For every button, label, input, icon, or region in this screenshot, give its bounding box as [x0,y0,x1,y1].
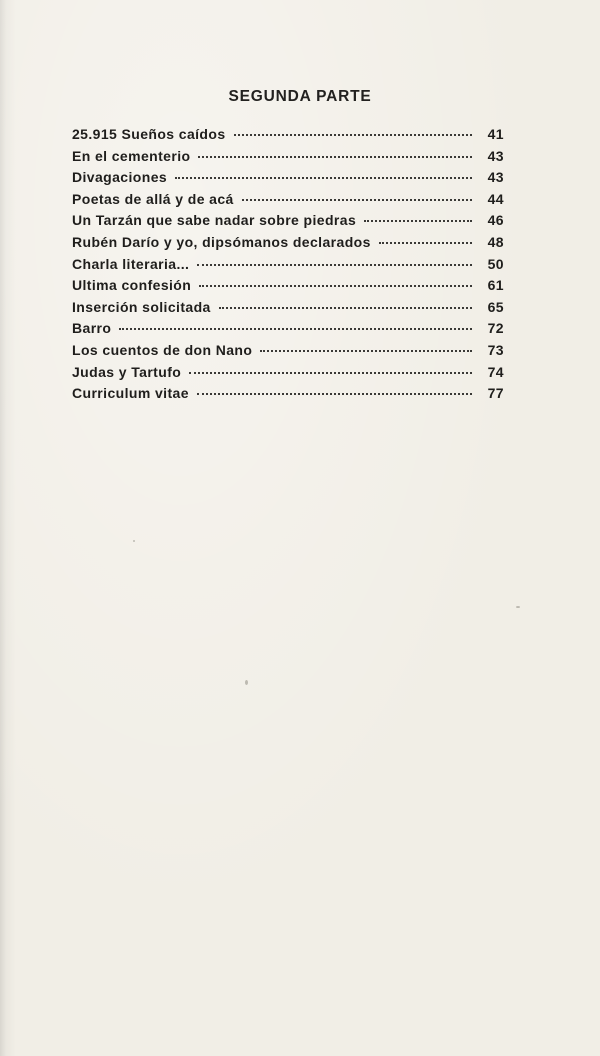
toc-entry-title: Curriculum vitae [72,385,189,402]
toc-entry [72,385,504,407]
dot-leader [364,220,472,222]
dot-leader [119,328,472,330]
toc-entry [72,256,504,278]
toc-entry-page: 72 [487,320,504,337]
toc-entry [72,191,504,213]
toc-entry [72,212,504,234]
toc-entry-title: Ultima confesión [72,277,192,294]
toc-entry-page: 43 [487,147,504,164]
toc-entry-page: 50 [487,255,504,272]
dot-leader [189,372,472,374]
toc-entry-title: Poetas de allá y de acá [72,190,234,207]
dot-leader [197,264,472,266]
toc-entry-page: 73 [487,341,504,358]
toc-entry [72,277,504,299]
dot-leader [175,177,472,179]
dot-leader [198,156,472,158]
toc-entry [72,126,504,148]
toc-entry-title: Inserción solicitada [72,298,211,315]
dot-leader [199,285,472,287]
toc-entry-page: 44 [487,190,504,207]
toc-entry-page: 46 [487,212,504,229]
toc-entry-page: 61 [487,277,504,294]
paper-speck [245,680,248,685]
toc-entry [72,364,504,386]
toc-entry [72,320,504,342]
dot-leader [379,242,472,244]
toc-entry-title: Barro [72,320,112,337]
toc-entry [72,169,504,191]
toc-entry-page: 74 [487,363,504,380]
dot-leader [234,134,472,136]
toc-entry-page: 65 [487,298,504,315]
paper-speck [133,540,135,542]
toc-entry-title: Judas y Tartufo [72,363,182,380]
toc-entry-title: Rubén Darío y yo, dipsómanos declarados [72,233,371,250]
toc-entry-page: 77 [487,385,504,402]
toc-entry [72,234,504,256]
toc-entry-page: 43 [487,169,504,186]
toc-entry-page: 48 [487,233,504,250]
toc-entry-title: Un Tarzán que sabe nadar sobre piedras [72,212,357,229]
paper-speck [516,606,520,608]
toc-entry [72,342,504,364]
dot-leader [260,350,472,352]
toc-entry [72,148,504,170]
dot-leader [242,199,472,201]
toc-entry-title: En el cementerio [72,147,191,164]
table-of-contents [72,126,504,407]
dot-leader [197,393,472,395]
dot-leader [219,307,472,309]
toc-entry-title: Divagaciones [72,169,168,186]
toc-entry [72,299,504,321]
section-heading: SEGUNDA PARTE [228,88,372,105]
toc-entry-title: Los cuentos de don Nano [72,341,253,358]
toc-entry-title: Charla literaria... [72,255,190,272]
toc-entry-page: 41 [487,126,504,142]
toc-entry-title: 25.915 Sueños caídos [72,126,226,142]
